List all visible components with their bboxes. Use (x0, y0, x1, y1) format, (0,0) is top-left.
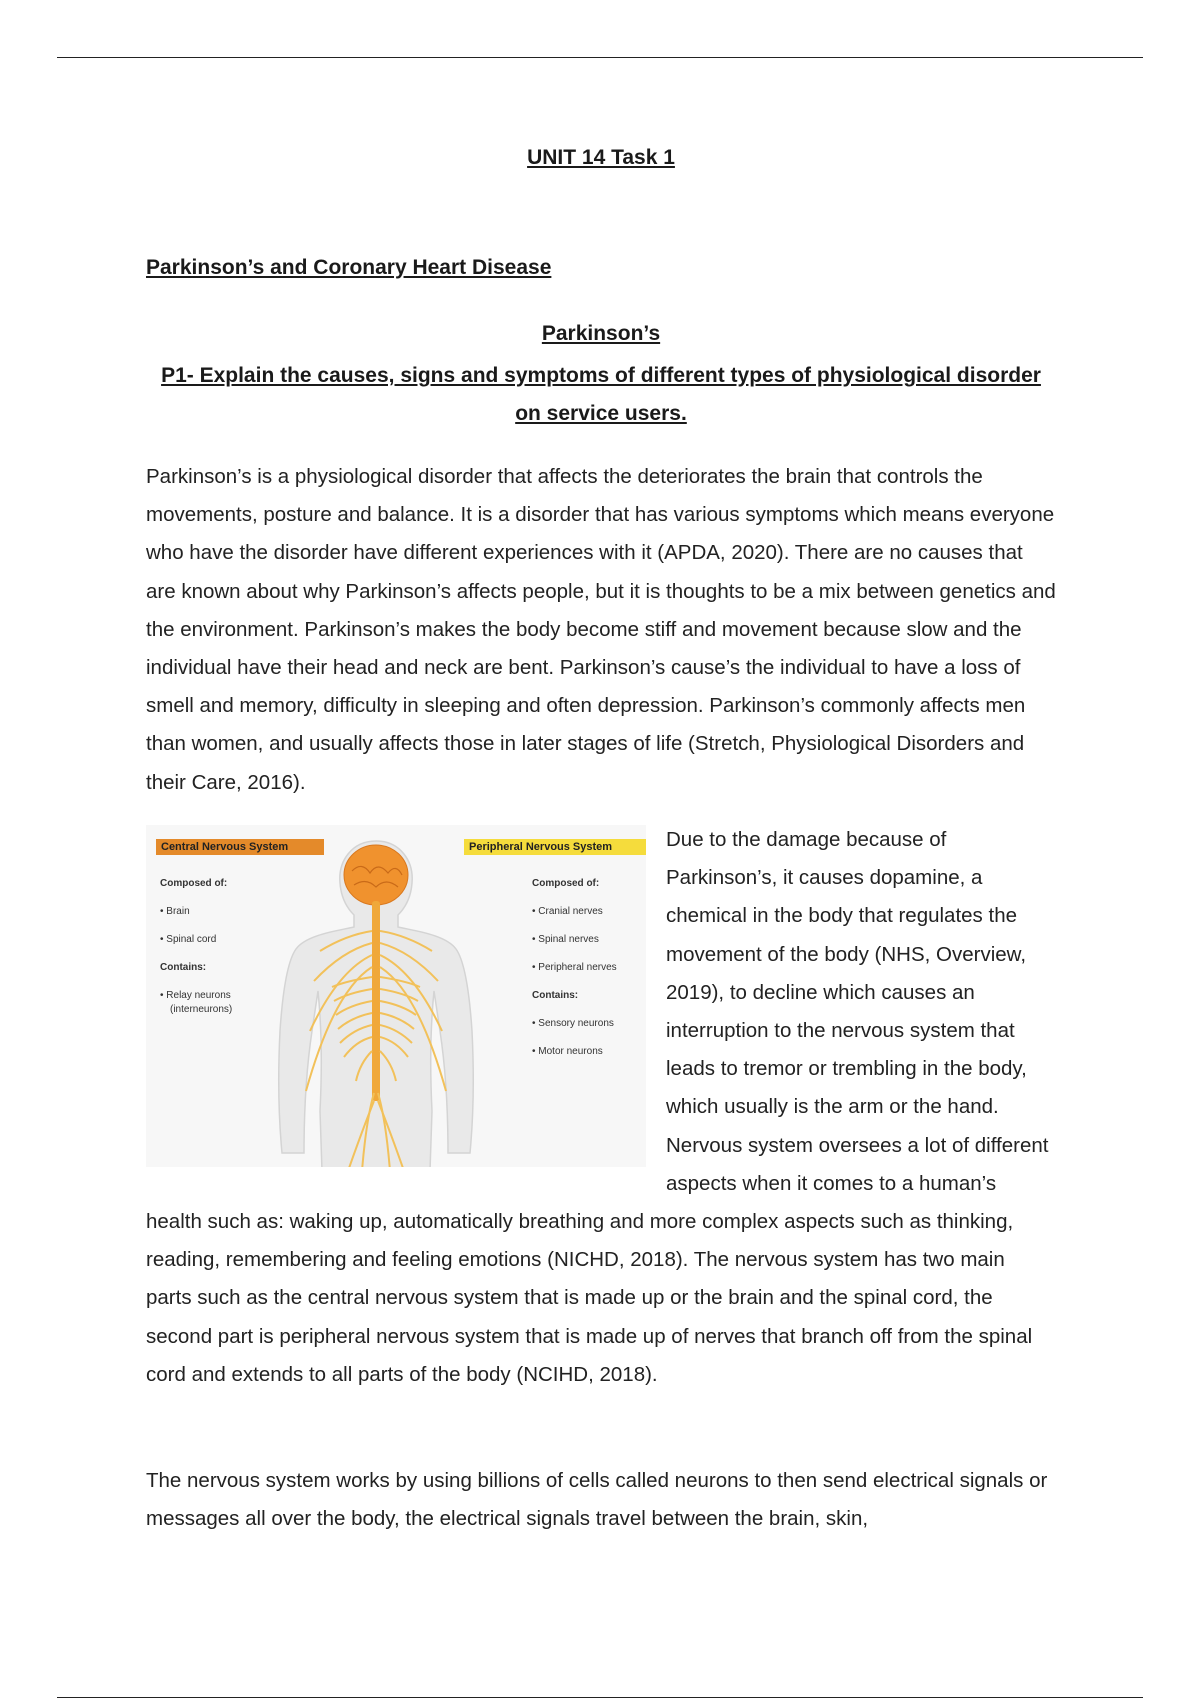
cns-contains-heading: Contains: (160, 962, 207, 973)
cns-label: Central Nervous System (156, 839, 324, 855)
header-rule (57, 57, 1143, 58)
section-title: Parkinson’s (541, 322, 661, 345)
pns-composed-heading: Composed of: (532, 878, 600, 889)
cns-info (160, 877, 232, 1017)
cns-composed-item: • Brain (160, 906, 190, 917)
pns-composed-item: • Cranial nerves (532, 906, 603, 917)
cns-contains-item: • Relay neurons (160, 990, 231, 1001)
cns-contains-item: (interneurons) (170, 1004, 233, 1015)
spinal-cord (372, 901, 380, 1101)
footer-rule (57, 1697, 1143, 1698)
pns-contains-item: • Sensory neurons (532, 1018, 614, 1029)
pns-info (532, 877, 617, 1073)
human-body-illustration (266, 831, 486, 1167)
paragraph-3-container (146, 1462, 1056, 1538)
figure-and-text (146, 821, 1056, 1394)
brain (344, 845, 408, 905)
paragraph-3: The nervous system works by using billions of cells called neurons to then send electrical signals or messages all over the body, the electrical signals travel between the brain, skin, (146, 1469, 1048, 1531)
pns-label: Peripheral Nervous System (464, 839, 646, 855)
pns-composed-item: • Peripheral nerves (532, 962, 617, 973)
cns-composed-heading: Composed of: (160, 878, 228, 889)
paragraph-1: Parkinson’s is a physiological disorder that affects the deteriorates the brain that controls the movements, posture and balance. It is a disorder that has various symptoms which means everyone who have the disorder have different experiences with it (APDA, 2020). There are no causes that are known about why Parkinson’s affects people, but it is thoughts to be a mix between genetics and the environment. Parkinson’s makes the body become stiff and movement because slow and the individual have their head and neck are bent. Parkinson’s cause’s the individual to have a loss of smell and memory, difficulty in sleeping and often depression. Parkinson’s commonly affects men than women, and usually affects those in later stages of life (Stretch, Physiological Disorders and their Care, 2016). (146, 465, 1056, 794)
paragraph-1-container (146, 458, 1056, 802)
nervous-system-figure (146, 825, 646, 1167)
pns-composed-item: • Spinal nerves (532, 934, 599, 945)
unit-title: UNIT 14 Task 1 (527, 146, 675, 169)
document-heading: Parkinson’s and Coronary Heart Disease (146, 256, 552, 279)
pns-contains-heading: Contains: (532, 990, 579, 1001)
pns-contains-item: • Motor neurons (532, 1046, 603, 1057)
cns-composed-item: • Spinal cord (160, 934, 217, 945)
paragraph-2: Due to the damage because of Parkinson’s, it causes dopamine, a chemical in the body that regulates the movement of the body (NHS, Overview, 2019), to decline which causes an interruption to the nervous system that leads to tremor or trembling in the body, which usually is the arm or the hand. Nervous system oversees a lot of different aspects when it comes to a human’s health such as: waking up, automatically breathing and more complex aspects such as thinking, reading, remembering and feeling emotions (NICHD, 2018). The nervous system has two main parts such as the central nervous system that is made up or the brain and the spinal cord, the second part is peripheral nervous system that is made up of nerves that branch off from the spinal cord and extends to all parts of the body (NCIHD, 2018). (146, 828, 1049, 1386)
criterion-heading: P1- Explain the causes, signs and symptoms of different types of physiological disorder on service users. (161, 364, 1041, 425)
